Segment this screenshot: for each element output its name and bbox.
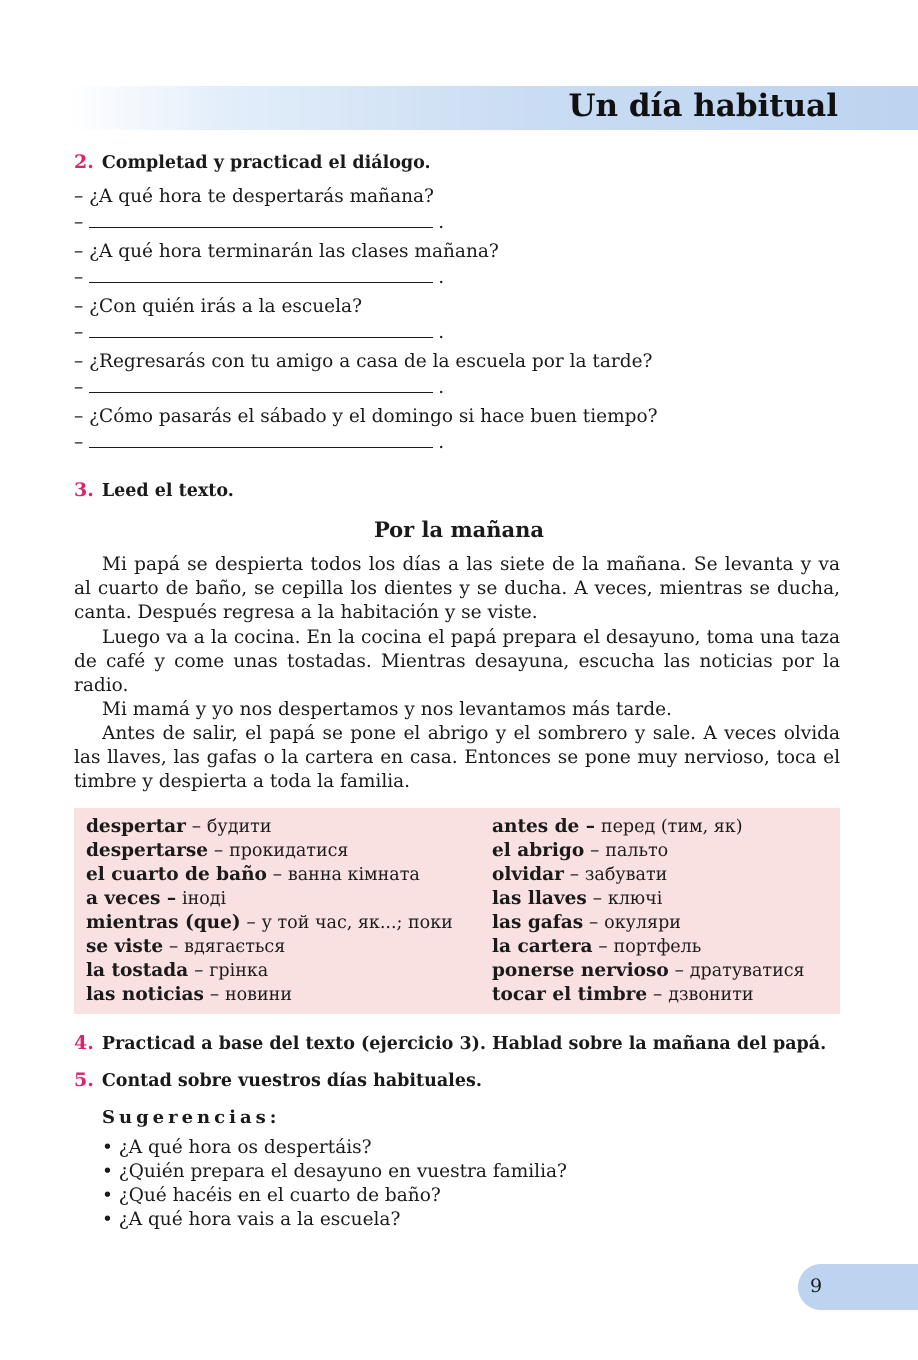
exercise-5-instruction: Contad sobre vuestros días habituales. (101, 1071, 482, 1091)
answer-blank[interactable] (89, 212, 433, 228)
exercise-3-title (74, 479, 234, 501)
dialog-question: – ¿A qué hora te despertarás mañana? (74, 186, 434, 207)
dialog-answer-line[interactable]: – . (74, 377, 445, 398)
exercise-3-number: 3. (74, 479, 94, 501)
reading-paragraph: Luego va a la cocina. En la cocina el papá prepara el desayuno, toma una taza de café y come unas tostadas. Mientras desayuna, escucha las noticias por la radio. (74, 627, 840, 696)
vocabulary-entry: ponerse nervioso – дратуватися (492, 960, 805, 981)
suggestion-item: • ¿Qué hacéis en el cuarto de baño? (102, 1185, 441, 1206)
vocabulary-entry: el cuarto de baño – ванна кімната (86, 864, 420, 885)
suggestion-item: • ¿Quién prepara el desayuno en vuestra familia? (102, 1161, 567, 1182)
exercise-2-title (74, 151, 431, 173)
exercise-4-number: 4. (74, 1032, 94, 1054)
exercise-4-instruction: Practicad a base del texto (ejercicio 3). Hablad sobre la mañana del papá. (101, 1034, 827, 1054)
dialog-question: – ¿Regresarás con tu amigo a casa de la escuela por la tarde? (74, 351, 653, 372)
vocabulary-entry: olvidar – забувати (492, 864, 668, 885)
dialog-question: – ¿Con quién irás a la escuela? (74, 296, 362, 317)
vocabulary-entry: la cartera – портфель (492, 936, 702, 957)
dialog-answer-line[interactable]: – . (74, 432, 445, 453)
reading-paragraph: Mi papá se despierta todos los días a las siete de la mañana. Se levanta y va al cuarto de baño, se cepilla los dientes y se ducha. A veces, mientras se ducha, canta. Después regresa a la habitación y se viste. (74, 554, 840, 623)
exercise-2-number: 2. (74, 151, 94, 173)
answer-blank[interactable] (89, 377, 433, 393)
reading-paragraph: Antes de salir, el papá se pone el abrigo y el sombrero y sale. A veces olvida las llaves, las gafas o la cartera en casa. Entonces se pone muy nervioso, toca el timbre y despierta a toda la familia. (74, 723, 840, 792)
answer-blank[interactable] (89, 432, 433, 448)
exercise-5-title (74, 1069, 482, 1091)
dialog-question: – ¿Cómo pasarás el sábado y el domingo si hace buen tiempo? (74, 406, 658, 427)
vocabulary-entry: la tostada – грінка (86, 960, 269, 981)
vocabulary-entry: las llaves – ключі (492, 888, 663, 909)
page-number: 9 (810, 1275, 823, 1297)
suggestion-item: • ¿A qué hora os despertáis? (102, 1137, 372, 1158)
suggestion-item: • ¿A qué hora vais a la escuela? (102, 1209, 401, 1230)
vocabulary-entry: mientras (que) – у той час, як...; поки (86, 912, 453, 933)
vocabulary-left-column (86, 815, 453, 1007)
page-title: Un día habitual (568, 88, 838, 124)
vocabulary-entry: antes de – перед (тим, як) (492, 816, 743, 837)
answer-blank[interactable] (89, 267, 433, 283)
exercise-2-instruction: Completad y practicad el diálogo. (101, 153, 431, 173)
dialog-question: – ¿A qué hora terminarán las clases mañana? (74, 241, 499, 262)
dialog-answer-line[interactable]: – . (74, 212, 445, 233)
dialog-answer-line[interactable]: – . (74, 267, 445, 288)
suggestions-list (102, 1136, 567, 1232)
exercise-3-instruction: Leed el texto. (101, 481, 234, 501)
reading-title: Por la mañana (373, 517, 545, 542)
vocabulary-entry: a veces – іноді (86, 888, 227, 909)
vocabulary-entry: las gafas – окуляри (492, 912, 681, 933)
vocabulary-entry: despertar – будити (86, 816, 272, 837)
vocabulary-entry: despertarse – прокидатися (86, 840, 349, 861)
exercise-5-number: 5. (74, 1069, 94, 1091)
answer-blank[interactable] (89, 322, 433, 338)
vocabulary-entry: el abrigo – пальто (492, 840, 669, 861)
vocabulary-entry: tocar el timbre – дзвонити (492, 984, 754, 1005)
vocabulary-right-column (492, 815, 805, 1007)
suggestions-title: Sugerencias: (102, 1107, 281, 1128)
vocabulary-entry: se viste – вдягається (86, 936, 286, 957)
vocabulary-entry: las noticias – новини (86, 984, 292, 1005)
reading-paragraph: Mi mamá y yo nos despertamos y nos levantamos más tarde. (102, 699, 672, 720)
dialog-answer-line[interactable]: – . (74, 322, 445, 343)
exercise-4-title (74, 1032, 826, 1054)
